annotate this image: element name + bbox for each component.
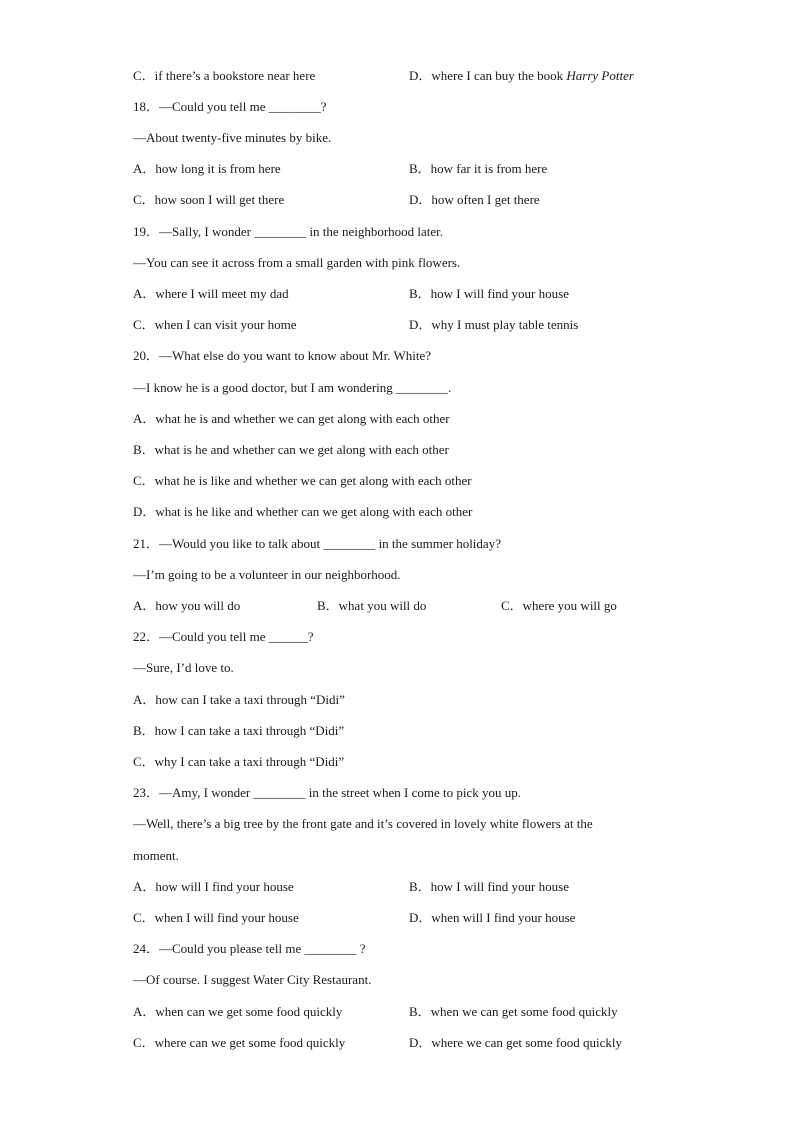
option-a: A．how will I find your house xyxy=(133,879,294,894)
question-20-option-c: C．what he is like and whether we can get along with each other xyxy=(133,473,472,488)
question-20-stem: 20．—What else do you want to know about Mr. White? xyxy=(133,348,431,363)
question-21-stem: 21．—Would you like to talk about ________ in the summer holiday? xyxy=(133,536,501,551)
question-22-stem: 22．—Could you tell me ______? xyxy=(133,629,314,644)
question-19-options-ab xyxy=(133,284,653,304)
question-23-reply-line1: —Well, there’s a big tree by the front gate and it’s covered in lovely white flowers at the xyxy=(133,816,593,831)
question-19-options-cd xyxy=(133,315,653,335)
option-a: A．how long it is from here xyxy=(133,161,281,176)
question-22-reply: —Sure, I’d love to. xyxy=(133,660,234,675)
option-d: D．where I can buy the book Harry Potter xyxy=(409,68,634,83)
question-24-options-cd xyxy=(133,1033,653,1053)
question-20-option-b: B．what is he and whether can we get along with each other xyxy=(133,442,449,457)
option-c: C．when I will find your house xyxy=(133,910,299,925)
question-22-option-a: A．how can I take a taxi through “Didi” xyxy=(133,692,345,707)
question-17-options-cd xyxy=(133,66,653,86)
question-24-options-ab xyxy=(133,1002,653,1022)
question-20-option-d: D．what is he like and whether can we get along with each other xyxy=(133,504,473,519)
question-23-reply-line2: moment. xyxy=(133,848,179,863)
option-d: D．where we can get some food quickly xyxy=(409,1035,622,1050)
question-18-options-cd xyxy=(133,190,653,210)
question-21-reply: —I’m going to be a volunteer in our neighborhood. xyxy=(133,567,401,582)
option-c: C．where you will go xyxy=(501,598,617,613)
option-d: D．how often I get there xyxy=(409,192,540,207)
option-a: A．where I will meet my dad xyxy=(133,286,289,301)
option-b: B．how I will find your house xyxy=(409,286,569,301)
option-d: D．when will I find your house xyxy=(409,910,576,925)
option-b: B．when we can get some food quickly xyxy=(409,1004,618,1019)
question-24-reply: —Of course. I suggest Water City Restaurant. xyxy=(133,972,372,987)
question-19-reply: —You can see it across from a small garden with pink flowers. xyxy=(133,255,461,270)
question-22-option-b: B．how I can take a taxi through “Didi” xyxy=(133,723,345,738)
book-title: Harry Potter xyxy=(566,68,634,83)
question-18-stem: 18．—Could you tell me ________? xyxy=(133,99,327,114)
option-a: A．when can we get some food quickly xyxy=(133,1004,343,1019)
question-18-reply: —About twenty-five minutes by bike. xyxy=(133,130,332,145)
question-24-stem: 24．—Could you please tell me ________ ? xyxy=(133,941,366,956)
option-b: B．how far it is from here xyxy=(409,161,548,176)
option-c: C．when I can visit your home xyxy=(133,317,297,332)
option-c: C．where can we get some food quickly xyxy=(133,1035,346,1050)
question-20-reply: —I know he is a good doctor, but I am wondering ________. xyxy=(133,380,452,395)
option-a: A．how you will do xyxy=(133,598,241,613)
option-d: D．why I must play table tennis xyxy=(409,317,579,332)
option-b: B．what you will do xyxy=(317,598,427,613)
option-c: C．if there’s a bookstore near here xyxy=(133,68,316,83)
option-c: C．how soon I will get there xyxy=(133,192,285,207)
question-23-stem: 23．—Amy, I wonder ________ in the street when I come to pick you up. xyxy=(133,785,522,800)
question-21-options xyxy=(133,596,653,616)
question-18-options-ab xyxy=(133,159,653,179)
question-22-option-c: C．why I can take a taxi through “Didi” xyxy=(133,754,345,769)
question-23-options-cd xyxy=(133,908,653,928)
question-19-stem: 19．—Sally, I wonder ________ in the neighborhood later. xyxy=(133,224,444,239)
question-20-option-a: A．what he is and whether we can get along with each other xyxy=(133,411,450,426)
option-b: B．how I will find your house xyxy=(409,879,569,894)
question-23-options-ab xyxy=(133,877,653,897)
